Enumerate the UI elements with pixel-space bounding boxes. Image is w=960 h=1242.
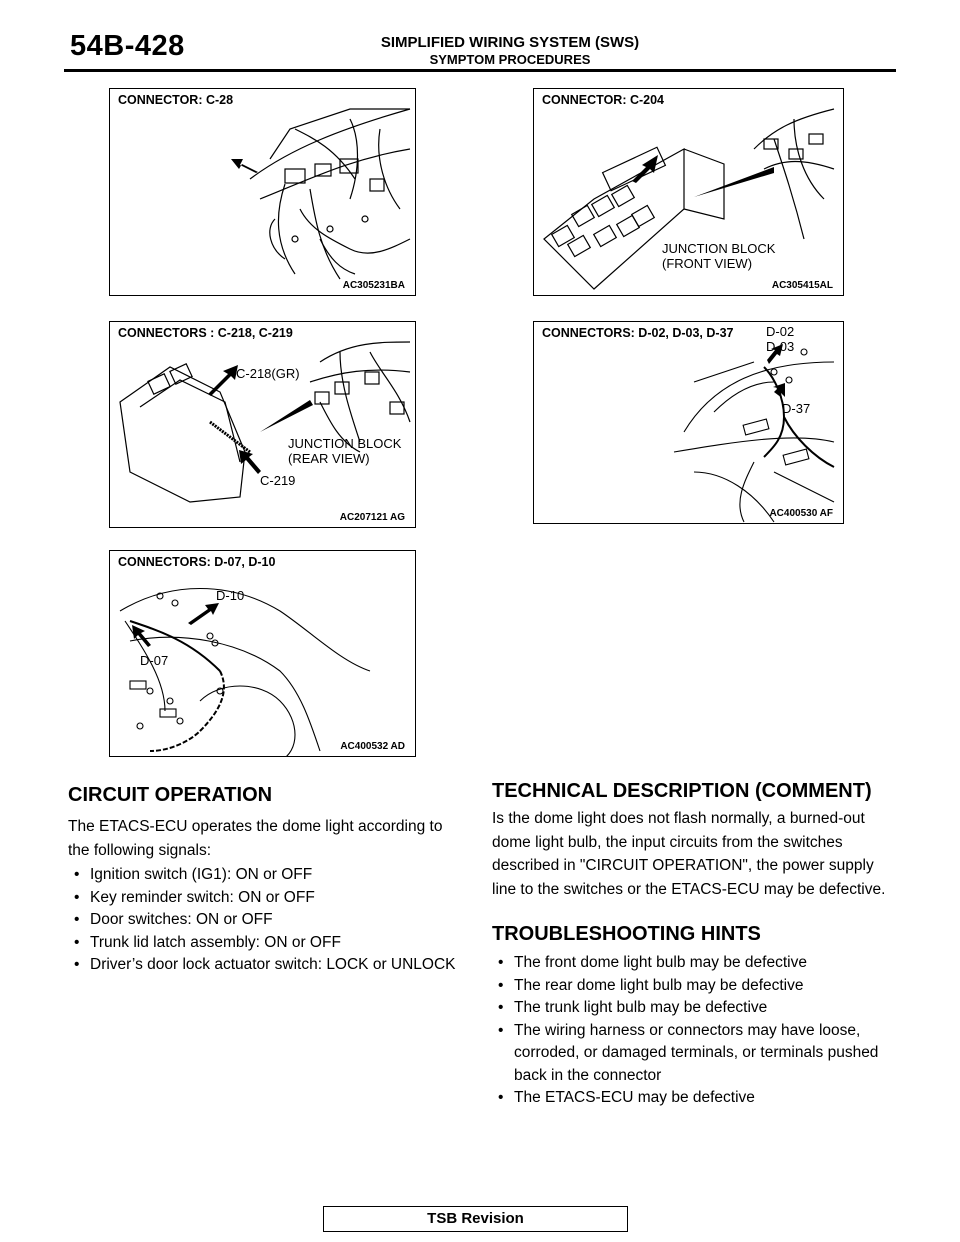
circuit-operation-heading: CIRCUIT OPERATION <box>68 784 273 806</box>
figure-title: CONNECTORS: D-02, D-03, D-37 <box>542 326 734 340</box>
c28-drawing <box>110 89 416 296</box>
figure-title: CONNECTOR: C-28 <box>118 93 234 107</box>
callout-d02: D-02 <box>766 324 795 339</box>
figure-title: CONNECTORS: D-07, D-10 <box>118 555 276 569</box>
callout-d37: D-37 <box>782 401 811 416</box>
figure-code: AC305231BA <box>342 280 405 291</box>
list-item: • The trunk light bulb may be defective <box>492 997 892 1020</box>
figure-title: CONNECTORS : C-218, C-219 <box>118 326 293 340</box>
list-item: • Ignition switch (IG1): ON or OFF <box>68 864 468 887</box>
figure-code: AC305415AL <box>771 280 833 291</box>
circuit-operation-section <box>68 784 468 977</box>
callout-d03: D-03 <box>766 339 795 354</box>
list-item: • The ETACS-ECU may be defective <box>492 1087 892 1110</box>
right-column <box>492 780 892 1110</box>
callout-rear-view: (REAR VIEW) <box>288 451 370 466</box>
section-title: SIMPLIFIED WIRING SYSTEM (SWS) <box>380 34 640 51</box>
signal-list <box>68 864 468 977</box>
list-item: • Door switches: ON or OFF <box>68 909 468 932</box>
figure-code: AC400532 AD <box>340 741 405 752</box>
section-subtitle: SYMPTOM PROCEDURES <box>429 52 591 67</box>
technical-description-text: Is the dome light does not flash normally, a burned-out dome light bulb, the input circuits from the switches described in "CIRCUIT OPERATION", the power supply line to the switches or the ETACS-ECU may be defective. <box>492 810 886 898</box>
callout-c218: C-218(GR) <box>236 366 300 381</box>
list-item: • Trunk lid latch assembly: ON or OFF <box>68 932 468 955</box>
figure-connectors-c218-c219 <box>109 321 416 528</box>
list-item: • The wiring harness or connectors may have loose, corroded, or damaged terminals, or terminals pushed back in the connector <box>492 1020 892 1088</box>
page-number: 54B-428 <box>70 30 185 62</box>
header-rule <box>64 69 896 72</box>
list-item: • The rear dome light bulb may be defective <box>492 975 892 998</box>
figure-connector-c28 <box>109 88 416 296</box>
figure-code: AC207121 AG <box>339 512 405 523</box>
callout-junction-block: JUNCTION BLOCK <box>662 241 776 256</box>
circuit-operation-intro: The ETACS-ECU operates the dome light according to the following signals: <box>68 818 443 859</box>
list-item: • The front dome light bulb may be defective <box>492 952 892 975</box>
figure-connectors-d07-d10 <box>109 550 416 757</box>
c218-c219-drawing <box>110 322 416 528</box>
list-item: • Key reminder switch: ON or OFF <box>68 887 468 910</box>
callout-d07: D-07 <box>140 653 169 668</box>
figure-connectors-d02-d03-d37 <box>533 321 844 524</box>
list-item: • Driver’s door lock actuator switch: LOCK or UNLOCK <box>68 954 468 977</box>
tsb-revision-box: TSB Revision <box>323 1206 628 1232</box>
callout-c219: C-219 <box>260 473 296 488</box>
figure-code: AC400530 AF <box>769 508 833 519</box>
figure-connector-c204 <box>533 88 844 296</box>
troubleshooting-heading: TROUBLESHOOTING HINTS <box>492 923 761 945</box>
callout-d10: D-10 <box>216 588 245 603</box>
troubleshooting-list <box>492 952 892 1110</box>
technical-description-heading: TECHNICAL DESCRIPTION (COMMENT) <box>492 780 872 802</box>
callout-junction-block: JUNCTION BLOCK <box>288 436 402 451</box>
figure-title: CONNECTOR: C-204 <box>542 93 665 107</box>
callout-front-view: (FRONT VIEW) <box>662 256 753 271</box>
d02-d03-d37-drawing <box>534 322 844 524</box>
